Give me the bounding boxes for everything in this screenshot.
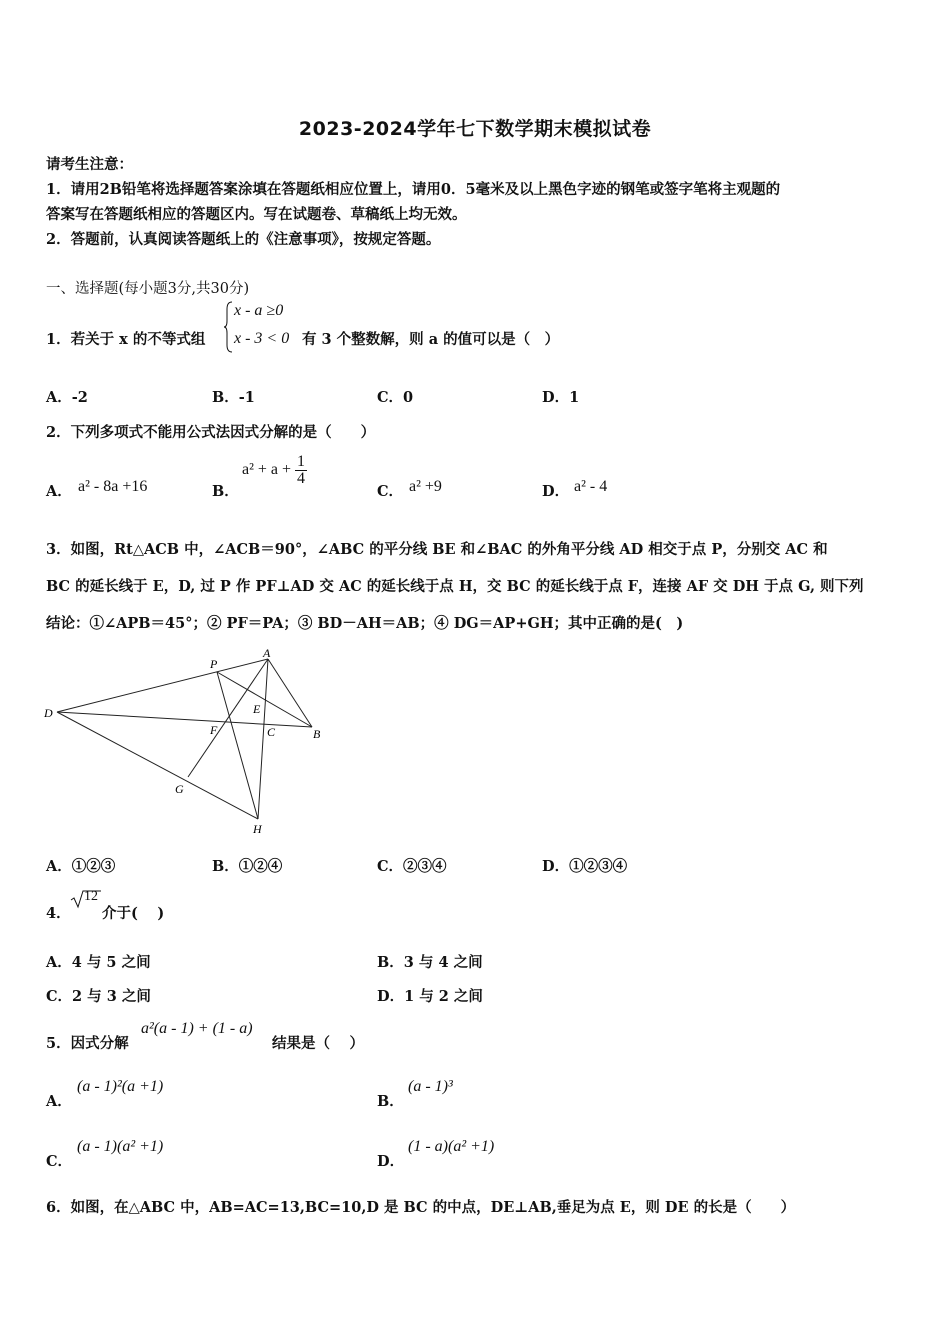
q4-option-c[interactable]: C．2 与 3 之间	[46, 988, 151, 1005]
q2-option-a-label[interactable]: A．	[46, 483, 72, 500]
notice-line1b: 答案写在答题纸相应的答题区内。写在试题卷、草稿纸上均无效。	[46, 206, 467, 223]
q5-expression: a²(a - 1) + (1 - a)	[141, 1020, 253, 1037]
q3-option-d[interactable]: D．①②③④	[542, 858, 628, 875]
notice-line2: 2．答题前，认真阅读答题纸上的《注意事项》，按规定答题。	[46, 231, 441, 248]
q3-line2: BC 的延长线于 E，D, 过 P 作 PF⊥AD 交 AC 的延长线于点 H，交 BC 的延长线于点 F，连接 AF 交 DH 于点 G, 则下列	[46, 578, 864, 595]
q5-option-d-label[interactable]: D．	[377, 1153, 405, 1170]
q1-option-c[interactable]: C．0	[377, 389, 414, 406]
q5-suffix: 结果是（ ）	[272, 1035, 365, 1052]
q2-stem: 2．下列多项式不能用公式法因式分解的是（ ）	[46, 424, 376, 441]
q5-prefix: 5．因式分解	[46, 1035, 129, 1052]
page-title: 2023-2024学年七下数学期末模拟试卷	[298, 118, 652, 140]
notice-heading: 请考生注意：	[46, 156, 133, 173]
q3-option-a[interactable]: A．①②③	[46, 858, 116, 875]
q4-prefix: 4．	[46, 905, 71, 922]
notice-line1: 1．请用2B铅笔将选择题答案涂填在答题纸相应位置上，请用0．5毫米及以上黑色字迹的钢笔或签字笔将主观题的	[46, 181, 781, 198]
q1-prefix: 1．若关于 x 的不等式组	[46, 331, 206, 348]
label-G: G	[175, 782, 184, 796]
q1-option-b[interactable]: B．-1	[212, 389, 255, 406]
q2-option-b-denominator: 4	[297, 470, 306, 487]
q2-option-b-label[interactable]: B．	[212, 483, 239, 500]
q2-option-a-expr: a² - 8a +16	[78, 478, 148, 495]
q4-option-b[interactable]: B．3 与 4 之间	[377, 954, 483, 971]
q5-option-a-label[interactable]: A．	[46, 1093, 72, 1110]
q5-option-a-expr: (a - 1)²(a +1)	[77, 1078, 164, 1095]
label-F: F	[210, 723, 218, 737]
q1-suffix: 有 3 个整数解，则 a 的值可以是（ ）	[302, 331, 560, 348]
line-AH	[258, 659, 268, 819]
q3-line3: 结论：①∠APB＝45°；② PF＝PA；③ BD－AH＝AB；④ DG＝AP+GH；其中正确的是( )	[46, 615, 684, 632]
q4-option-a[interactable]: A．4 与 5 之间	[46, 954, 151, 971]
q1-brace	[224, 301, 234, 353]
label-A: A	[263, 646, 271, 660]
q3-geometry-figure	[40, 645, 330, 840]
label-H: H	[253, 822, 262, 836]
label-B: B	[313, 727, 321, 741]
section-header: 一、选择题(每小题3分,共30分)	[46, 281, 250, 297]
label-P: P	[210, 657, 218, 671]
q2-option-b-fraction	[295, 454, 307, 487]
q1-inequality-1: x - a ≥0	[234, 302, 284, 319]
q2-option-b-numerator: 1	[297, 453, 306, 470]
q1-option-a[interactable]: A．-2	[46, 389, 88, 406]
q2-option-d-expr: a² - 4	[574, 478, 608, 495]
q3-option-c[interactable]: C．②③④	[377, 858, 447, 875]
q2-option-c-label[interactable]: C．	[377, 483, 404, 500]
q1-option-d[interactable]: D．1	[542, 389, 580, 406]
label-D: D	[44, 706, 53, 720]
line-PH	[217, 672, 258, 819]
label-C: C	[267, 725, 276, 739]
q5-option-b-expr: (a - 1)³	[408, 1078, 453, 1095]
q5-option-b-label[interactable]: B．	[377, 1093, 404, 1110]
q5-option-c-expr: (a - 1)(a² +1)	[77, 1138, 164, 1155]
q2-option-b-pre: a² + a +	[242, 461, 292, 479]
q4-radicand: 12	[84, 889, 98, 904]
line-AG	[188, 659, 268, 777]
q1-inequality-2: x - 3 < 0	[234, 330, 290, 347]
q4-suffix: 介于( )	[102, 905, 165, 922]
q5-option-c-label[interactable]: C．	[46, 1153, 73, 1170]
q2-option-c-expr: a² +9	[409, 478, 442, 495]
q6-stem: 6．如图，在△ABC 中，AB=AC=13,BC=10,D 是 BC 的中点，DE⊥AB,垂足为点 E，则 DE 的长是（ ）	[46, 1199, 796, 1216]
q2-option-b-expr	[242, 454, 307, 487]
line-DA	[57, 659, 268, 712]
line-DH	[57, 712, 258, 819]
line-AB	[268, 659, 312, 727]
q2-option-d-label[interactable]: D．	[542, 483, 570, 500]
q3-option-b[interactable]: B．①②④	[212, 858, 283, 875]
q3-line1: 3．如图，Rt△ACB 中，∠ACB＝90°，∠ABC 的平分线 BE 和∠BAC 的外角平分线 AD 相交于点 P，分别交 AC 和	[46, 541, 828, 558]
label-E: E	[253, 702, 261, 716]
q5-option-d-expr: (1 - a)(a² +1)	[408, 1138, 495, 1155]
q4-option-d[interactable]: D．1 与 2 之间	[377, 988, 483, 1005]
